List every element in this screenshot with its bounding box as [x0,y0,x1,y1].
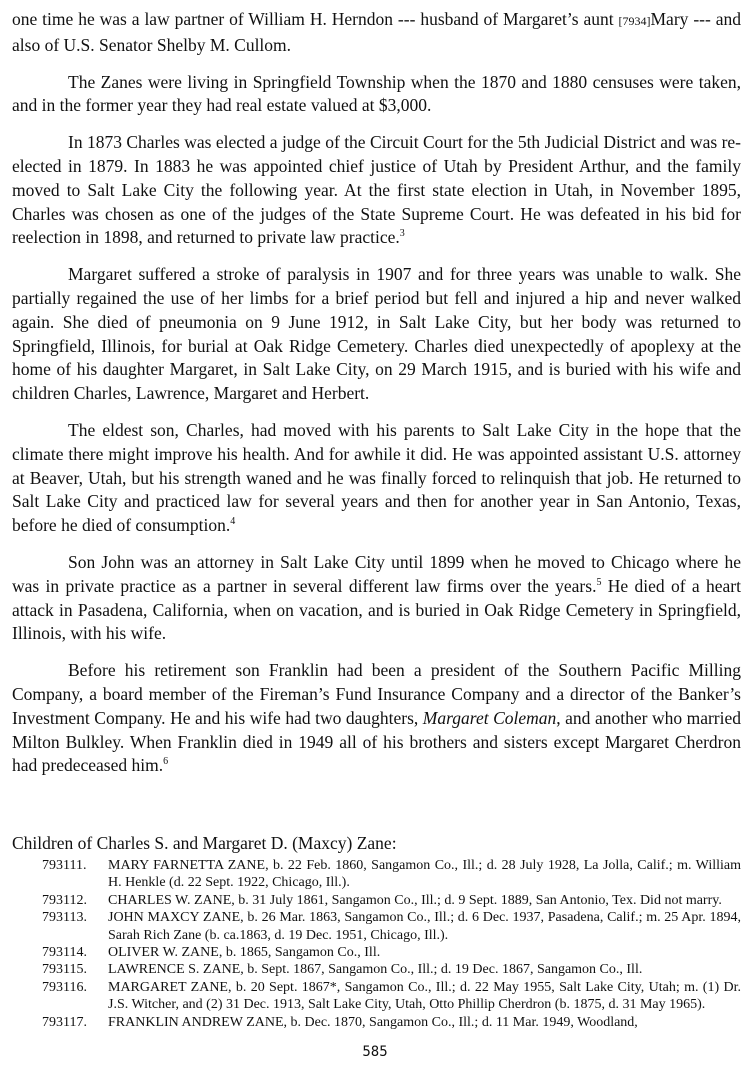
paragraph-continuation [12,8,741,58]
body-text [12,8,741,791]
child-entry [12,979,741,1014]
child-entry [12,892,741,909]
text-run: , and another who married Milton Bulkley. When Franklin died in 1949 all of his brothers and sisters except Margaret Cherdron had predeceased him. [12,707,742,776]
italic-name: Margaret Coleman [422,707,557,728]
footnote-ref: 4 [230,516,236,528]
paragraph-eldest-son [12,419,741,538]
child-text: MARY FARNETTA ZANE, b. 22 Feb. 1860, Sangamon Co., Ill.; d. 28 July 1928, La Jolla, Calif.; m. William H. Henkle (d. 22 Sept. 1922, Chicago, Ill.). [108,858,741,891]
record-marker: [7934] [618,14,651,28]
child-text: LAWRENCE S. ZANE, b. Sept. 1867, Sangamon Co., Ill.; d. 19 Dec. 1867, Sangamon Co., Ill. [108,962,643,978]
child-text: FRANKLIN ANDREW ZANE, b. Dec. 1870, Sangamon Co., Ill.; d. 11 Mar. 1949, Woodland, [108,1014,638,1030]
paragraph-judge [12,131,741,250]
text-run: The eldest son, Charles, had moved with his parents to Salt Lake City in the hope that the climate there might improve his health. And for awhile it did. He was appointed assistant U.S. attorney at Beaver, Utah, but his strength waned and he was finally forced to relinquish that job. He returned to Salt Lake City and practiced law for several years and then for another year in San Antonio, Texas, before he died of consumption. [12,419,741,536]
page-number: 585 [362,1044,388,1060]
children-title: Children of Charles S. and Margaret D. (Maxcy) Zane: [12,833,397,853]
child-entry [12,944,741,961]
child-entry [12,909,741,944]
footnote-ref: 5 [596,576,602,588]
child-number: 793117. [42,1014,87,1030]
paragraph-franklin [12,659,741,778]
child-number: 793114. [42,945,87,961]
child-entry [12,857,741,892]
paragraph-censuses [12,71,741,119]
child-entry [12,1014,741,1031]
children-section [12,832,741,1031]
text-run: one time he was a law partner of William H. Herndon --- husband of Margaret’s aunt [12,9,619,29]
footnote-ref: 6 [163,756,169,768]
text-run: He died of a heart attack in Pasadena, California, when on vacation, and is buried in Oak Ridge Cemetery in Springfield, Illinois, with his wife. [12,575,741,644]
text-run: Son John was an attorney in Salt Lake City until 1899 when he moved to Chicago where he was in private practice as a partner in several different law firms over the years. [12,551,741,596]
text-run: The Zanes were living in Springfield Township when the 1870 and 1880 censuses were taken, and in the former year they had real estate valued at $3,000. [12,71,741,116]
text-run: Before his retirement son Franklin had been a president of the Southern Pacific Milling Company, a board member of the Fireman’s Fund Insurance Company and a director of the Banker’s Investment Company. He and his wife had two daughters, [12,660,741,728]
paragraph-margaret [12,263,741,406]
footnote-ref: 3 [399,228,405,240]
text-run: In 1873 Charles was elected a judge of the Circuit Court for the 5th Judicial District and was re-elected in 1879. In 1883 he was appointed chief justice of Utah by President Arthur, and the family moved to Salt Lake City the following year. At the first state election in Utah, in November 1895, Charles was chosen as one of the judges of the State Supreme Court. He was defeated in his bid for reelection in 1898, and returned to private law practice. [12,132,741,248]
child-number: 793116. [42,979,87,995]
child-text: MARGARET ZANE, b. 20 Sept. 1867*, Sangamon Co., Ill.; d. 22 May 1955, Salt Lake City, Utah; m. (1) Dr. J.S. Witcher, and (2) 31 Dec. 1913, Salt Lake City, Utah, Otto Phillip Cherdron (b. 1875, d. 31 May 1965). [108,979,741,1013]
paragraph-son-john [12,551,741,646]
child-number: 793113. [42,910,87,926]
child-text: JOHN MAXCY ZANE, b. 26 Mar. 1863, Sangamon Co., Ill.; d. 6 Dec. 1937, Pasadena, Calif.; m. 25 Apr. 1894, Sarah Rich Zane (b. ca.1863, d. 19 Dec. 1951, Chicago, Ill.). [108,910,741,943]
text-run: Margaret suffered a stroke of paralysis in 1907 and for three years was unable to walk. She partially regained the use of her limbs for a brief period but fell and injured a hip and never walked again. She died of pneumonia on 9 June 1912, in Salt Lake City, but her body was returned to Springfield, Illinois, for burial at Oak Ridge Cemetery. Charles died unexpectedly of apoplexy at the home of his daughter Margaret, in Salt Lake City, on 29 March 1915, and is buried with his wife and children Charles, Lawrence, Margaret and Herbert. [12,264,741,404]
child-entry [12,961,741,978]
child-number: 793112. [42,892,87,908]
text-run: Mary --- and also of U.S. Senator Shelby M. Cullom. [12,9,741,55]
child-text: CHARLES W. ZANE, b. 31 July 1861, Sangamon Co., Ill.; d. 9 Sept. 1889, San Antonio, Tex. Did not marry. [108,892,722,908]
child-text: OLIVER W. ZANE, b. 1865, Sangamon Co., Ill. [108,945,381,961]
child-number: 793111. [42,858,87,873]
child-number: 793115. [42,962,87,978]
